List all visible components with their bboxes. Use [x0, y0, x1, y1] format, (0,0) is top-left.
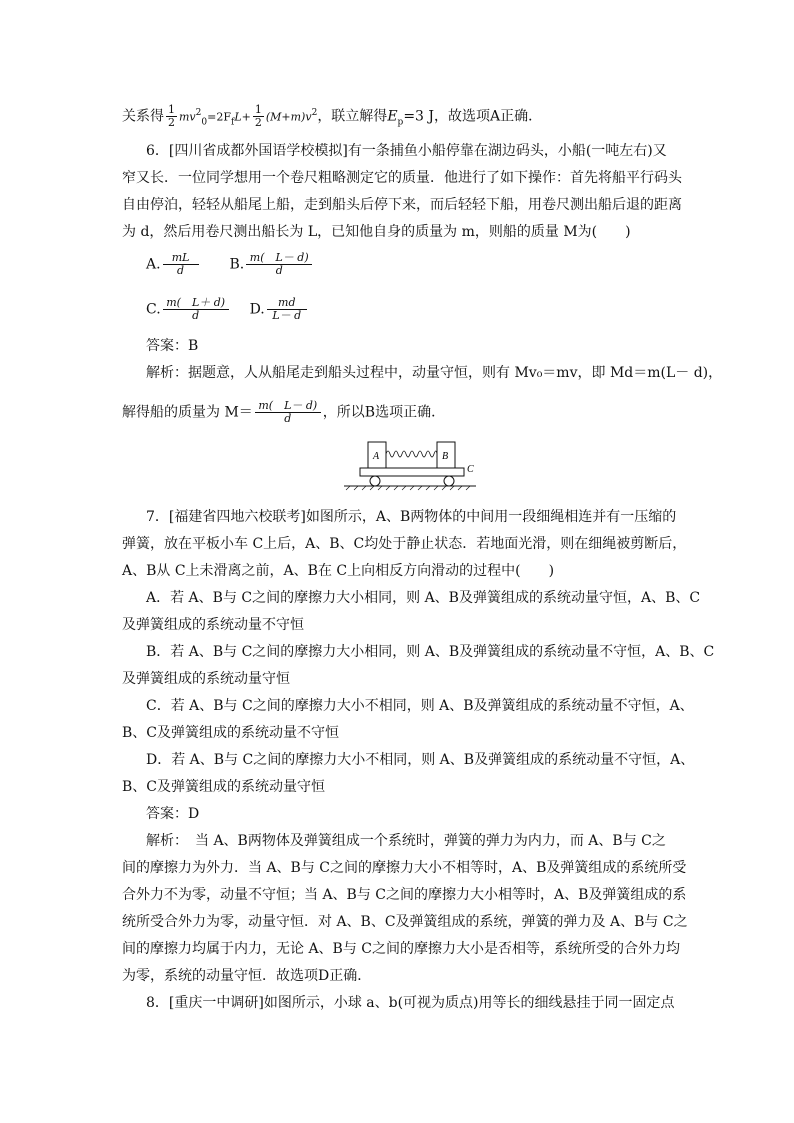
q6-line-3: 自由停泊，轻轻从船尾上船，走到船头后停下来，而后轻轻下船，用卷尺测出船后退的距离	[122, 197, 682, 213]
q6-line-2: 窄又长．一位同学想用一个卷尺粗略测定它的质量．他进行了如下操作：首先将船平行码头	[122, 170, 682, 186]
wheel	[370, 476, 380, 486]
label-a: A	[373, 451, 380, 462]
spring	[386, 451, 437, 457]
q8-line-1: 8．[重庆一中调研]如图所示，小球 a、b(可视为质点)用等长的细线悬挂于同一固定点	[146, 995, 675, 1011]
option-c-fraction: $\frac{m( L+ d)}{d}$	[163, 297, 229, 322]
q7-option-b-1: B．若 A、B与 C之间的摩擦力大小相同，则 A、B及弹簧组成的系统动量不守恒，A、B、C	[146, 644, 715, 660]
q6-options-row-1	[146, 252, 314, 277]
option-b-fraction: $\frac{m( L- d)}{d}$	[246, 252, 312, 277]
q7-option-d-2: B、C及弹簧组成的系统动量守恒	[122, 779, 325, 795]
text: 关系得	[122, 108, 164, 125]
option-d-fraction: $\frac{md}{L- d}$	[267, 297, 307, 322]
q7-line-3: A、B从 C上未滑离之前，A、B在 C上向相反方向滑动的过程中( )	[122, 563, 555, 579]
label-c: C	[467, 464, 474, 475]
q7-explanation-1: 解析： 当 A、B两物体及弹簧组成一个系统时，弹簧的弹力为内力，而 A、B与 C之	[146, 833, 666, 849]
fraction: $\frac{1}{2}$	[254, 103, 262, 130]
q6-explanation-2: 解得船的质量为 M＝ $\frac{m( L- d)}{d}$ ，所以B选项正确．	[122, 399, 446, 425]
q7-line-2: 弹簧，放在平板小车 C上后，A、B、C均处于静止状态．若地面光滑，则在细绳被剪断后，	[122, 536, 687, 552]
q7-explanation-5: 间的摩擦力均属于内力，无论 A、B与 C之间的摩擦力大小是否相等，系统所受的合外力均	[122, 941, 681, 957]
q7-option-c-1: C．若 A、B与 C之间的摩擦力大小不相同，则 A、B及弹簧组成的系统动量不守恒，A、	[146, 698, 694, 714]
fraction: $\frac{1}{2}$	[168, 103, 175, 130]
q7-explanation-6: 为零，系统的动量守恒．故选项D正确．	[122, 968, 372, 984]
q7-answer: 答案：D	[146, 806, 200, 822]
label-b: B	[442, 451, 449, 462]
q6-answer: 答案：B	[146, 338, 199, 354]
cart-c	[360, 468, 464, 476]
q7-option-d-1: D．若 A、B与 C之间的摩擦力大小不相同，则 A、B及弹簧组成的系统动量不守恒，A、	[146, 752, 695, 768]
q7-option-b-2: 及弹簧组成的系统动量守恒	[122, 671, 290, 687]
option-a-fraction: $\frac{mL}{d}$	[163, 252, 199, 277]
cart-spring-figure	[340, 437, 480, 493]
q7-explanation-2: 间的摩擦力为外力．当 A、B与 C之间的摩擦力大小不相等时，A、B及弹簧组成的系统所受	[122, 860, 687, 876]
option-d-label: D.	[249, 301, 265, 318]
q7-option-c-2: B、C及弹簧组成的系统动量不守恒	[122, 725, 339, 741]
option-c-label: C.	[146, 301, 161, 318]
q7-line-1: 7．[福建省四地六校联考]如图所示，A、B两物体的中间用一段细绳相连并有一压缩的	[146, 509, 677, 525]
q6-explanation-1: 解析：据题意，人从船尾走到船头过程中，动量守恒，则有 Mv₀＝mv，即 Md＝m(L－ d)，	[146, 365, 723, 381]
q7-explanation-3: 合外力不为零，动量不守恒；当 A、B与 C之间的摩擦力大小相等时，A、B及弹簧组成的系	[122, 887, 687, 903]
q7-explanation-4: 统所受合外力为零，动量守恒．对 A、B、C及弹簧组成的系统，弹簧的弹力及 A、B与 C之	[122, 914, 688, 930]
option-b-label: B.	[229, 256, 245, 273]
option-a-label: A.	[146, 256, 161, 273]
ground-hatch	[346, 486, 470, 490]
wheel	[444, 476, 454, 486]
q6-options-row-2	[146, 297, 309, 322]
fraction: $\frac{m( L- d)}{d}$	[255, 400, 321, 425]
q6-line-4: 为 d，然后用卷尺测出船长为 L，已知他自身的质量为 m，则船的质量 M为( )	[122, 224, 631, 240]
q7-option-a-2: 及弹簧组成的系统动量不守恒	[122, 617, 304, 633]
formula-line: 关系得 $\frac{1}{2}$ $mv^2_0=2F_fL+$ $\frac{1}{2}$ $(M+m)v^2$，联立解得$E_p=3$ J，故选项A正确．	[122, 103, 543, 130]
q7-option-a-1: A．若 A、B与 C之间的摩擦力大小相同，则 A、B及弹簧组成的系统动量守恒，A、B、C	[146, 590, 701, 606]
q6-line-1: 6．[四川省成都外国语学校模拟]有一条捕鱼小船停靠在湖边码头，小船(一吨左右)又	[146, 143, 667, 159]
